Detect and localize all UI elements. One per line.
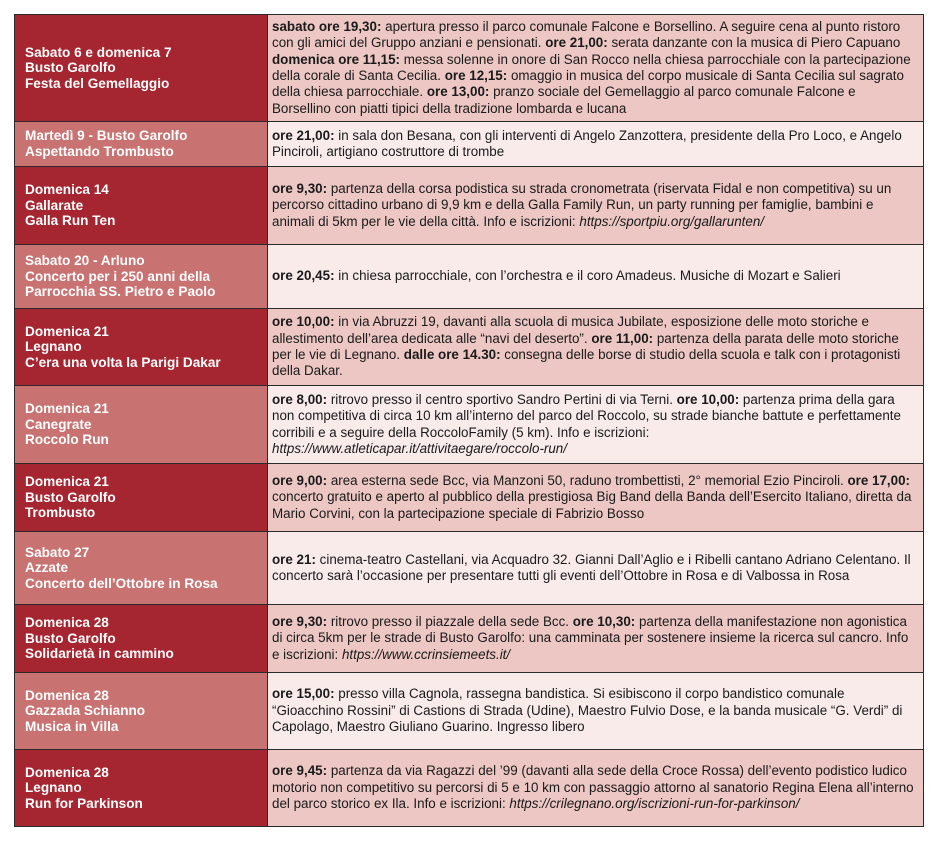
event-text: area esterna sede Bcc, via Manzoni 50, raduno trombettisti, 2° memorial Ezio Pinciroli.: [327, 472, 848, 488]
event-text: in chiesa parrocchiale, con l’orchestra e il coro Amadeus. Musiche di Mozart e Salieri: [334, 268, 841, 284]
event-date: Domenica 21: [25, 323, 109, 339]
event-description: [268, 15, 924, 122]
event-time: ore 17,00:: [847, 472, 911, 488]
event-time: ore 9,45:: [272, 763, 328, 779]
event-text: messa solenne in onore di San Rocco nella chiesa parrocchiale con la partecipazione della corale di Santa Cecilia.: [272, 51, 911, 83]
event-description: [268, 245, 924, 309]
event-name: Solidarietà in cammino: [25, 646, 174, 662]
event-time: ore 15,00:: [272, 686, 335, 702]
event-title-cell: [15, 386, 268, 464]
event-name: C’era una volta la Parigi Dakar: [25, 354, 221, 370]
event-time: ore 20,45:: [272, 268, 335, 284]
event-place: Legnano: [25, 780, 82, 796]
event-text: partenza da via Ragazzi del ’99 (davanti alla sede della Croce Rossa) dell’evento podistico ludico motorio non competitivo su percorsi di 5 e 10 km con passaggio attorno al sanatorio Regina Elena all’interno del parco storico ex Ila. Info e iscrizioni:: [272, 763, 914, 812]
event-title-cell: [15, 750, 268, 827]
event-text: presso villa Cagnola, rassegna bandistica. Si esibiscono il corpo bandistico comunale “Gioacchino Rossini” di Castions di Strada (Udine), Maestro Fulvio Dose, e la banda musicale “G. Verdi” di Capolago, Maestro Giuliano Guarino. Ingresso libero: [272, 686, 903, 735]
event-name: Run for Parkinson: [25, 795, 143, 811]
event-description: [268, 386, 924, 464]
event-title-cell: [15, 309, 268, 386]
events-table: [14, 14, 924, 827]
event-date: Domenica 28: [25, 764, 109, 780]
event-text: ritrovo presso il piazzale della sede Bcc.: [327, 613, 573, 629]
event-time: sabato ore 19,30:: [272, 18, 382, 34]
event-time: ore 8,00:: [272, 391, 328, 407]
event-date: Domenica 21: [25, 474, 109, 490]
event-row: [15, 532, 924, 605]
event-name: Concerto per i 250 anni della: [25, 268, 211, 284]
event-date: Martedì 9 - Busto Garolfo: [25, 128, 188, 144]
event-title-cell: [15, 532, 268, 605]
event-place: Busto Garolfo: [25, 489, 116, 505]
event-name: Musica in Villa: [25, 718, 119, 734]
event-date: Domenica 28: [25, 615, 109, 631]
event-date: Sabato 27: [25, 544, 90, 560]
event-time: ore 21:: [272, 551, 316, 567]
event-date: Domenica 21: [25, 401, 109, 417]
event-link[interactable]: https://crilegnano.org/iscrizioni-run-for-parkinson/: [509, 796, 800, 812]
event-description: [268, 750, 924, 827]
event-name: Trombusto: [25, 505, 96, 521]
event-title-cell: [15, 464, 268, 532]
event-time: ore 13,00:: [426, 84, 490, 100]
event-description: [268, 309, 924, 386]
event-title-cell: [15, 122, 268, 167]
event-place: Legnano: [25, 339, 82, 355]
event-text: cinema-teatro Castellani, via Acquadro 32. Gianni Dall’Aglio e i Ribelli cantano Adriano Celentano. Il concerto sarà l’occasione per presentare tutti gli eventi dell’Ottobre in Rosa e di Valbossa in Rosa: [272, 551, 911, 583]
event-row: [15, 245, 924, 309]
event-name: Galla Run Ten: [25, 213, 116, 229]
event-text: ritrovo presso il centro sportivo Sandro Pertini di via Terni.: [327, 391, 677, 407]
event-place: Busto Garolfo: [25, 60, 116, 76]
event-time: ore 9,00:: [272, 472, 328, 488]
event-text: in via Abruzzi 19, davanti alla scuola di musica Jubilate, esposizione delle moto storiche e allestimento dell’area dedicata alle “navi del deserto”.: [272, 314, 869, 346]
event-place: Azzate: [25, 560, 69, 576]
event-description: [268, 532, 924, 605]
event-text: consegna delle borse di studio della scuola e talk con i protagonisti della Dakar.: [272, 347, 901, 379]
event-name: Parrocchia SS. Pietro e Paolo: [25, 284, 216, 300]
event-text: serata danzante con la musica di Piero Capuano: [607, 35, 901, 51]
event-row: [15, 605, 924, 673]
event-text: apertura presso il parco comunale Falcone e Borsellino. A seguire cena al punto ristoro con gli amici del Gruppo anziani e pensionati.: [272, 18, 901, 51]
event-text: concerto gratuito e aperto al pubblico della prestigiosa Big Band della Banda dell’Esercito Italiano, diretta da Mario Corvini, con la partecipazione speciale di Fabrizio Bosso: [272, 489, 912, 521]
event-text: pranzo sociale del Gemellaggio al parco comunale Falcone e Borsellino con piatti tipici della tradizione lombarda e lucana: [272, 84, 856, 116]
event-date: Domenica 14: [25, 182, 109, 198]
event-time: ore 9,30:: [272, 613, 328, 629]
event-row: [15, 464, 924, 532]
event-description: [268, 464, 924, 532]
event-title-cell: [15, 245, 268, 309]
event-description: [268, 605, 924, 673]
event-text: in sala don Besana, con gli interventi di Angelo Zanzottera, presidente della Pro Loco, e Angelo Pinciroli, artigiano costruttore di trombe: [272, 127, 902, 159]
event-time: ore 12,15:: [444, 68, 508, 83]
event-row: [15, 386, 924, 464]
event-time: ore 11,00:: [591, 330, 654, 346]
event-text: partenza prima della gara non competitiva di circa 10 km all’interno del parco del Roccolo, su strade bianche battute e perfettamente corribili e a seguire della RoccoloFamily (5 km). Info e iscrizioni:: [272, 391, 901, 440]
event-time: ore 21,00:: [272, 127, 335, 143]
event-time: ore 10,00:: [676, 391, 740, 407]
event-row: [15, 309, 924, 386]
event-name: Aspettando Trombusto: [25, 144, 174, 159]
event-title-cell: [15, 167, 268, 245]
event-name: Concerto dell’Ottobre in Rosa: [25, 575, 218, 591]
event-text: partenza della parata delle moto storiche per le vie di Legnano.: [272, 330, 899, 362]
event-link[interactable]: https://sportpiu.org/gallarunten/: [579, 213, 764, 229]
event-title-cell: [15, 673, 268, 750]
event-title-cell: [15, 605, 268, 673]
event-name: Festa del Gemellaggio: [25, 75, 170, 91]
event-time: ore 9,30:: [272, 180, 328, 196]
event-link[interactable]: https://www.atleticapar.it/attivitaegare/roccolo-run/: [272, 440, 567, 456]
event-time: ore 10,00:: [272, 314, 335, 330]
event-place: Canegrate: [25, 416, 92, 432]
event-title-cell: [15, 15, 268, 122]
event-date: Domenica 28: [25, 687, 109, 703]
event-text: omaggio in musica del corpo musicale di Santa Cecilia sul sagrato della chiesa parrocchiale.: [272, 68, 904, 100]
event-description: [268, 167, 924, 245]
event-row: [15, 15, 924, 122]
event-time: domenica ore 11,15:: [272, 51, 401, 67]
event-time: dalle ore 14.30:: [403, 347, 501, 362]
events-table-body: [15, 15, 924, 827]
event-place: Gallarate: [25, 197, 84, 213]
event-time: ore 10,30:: [572, 613, 636, 629]
event-text: partenza della corsa podistica su strada cronometrata (riservata Fidal e non competitiva) su un percorso cittadino urbano di 9,9 km e della Galla Family Run, un party running per famiglie, bambini e animali di 5km per le vie della città. Info e iscrizioni:: [272, 180, 892, 229]
event-name: Roccolo Run: [25, 432, 109, 448]
event-place: Busto Garolfo: [25, 630, 116, 646]
event-row: [15, 750, 924, 827]
event-row: [15, 167, 924, 245]
event-place: Gazzada Schianno: [25, 703, 146, 719]
event-row: [15, 673, 924, 750]
event-time: ore 21,00:: [545, 35, 608, 51]
event-row: [15, 122, 924, 167]
event-description: [268, 122, 924, 167]
event-date: Sabato 6 e domenica 7: [25, 44, 172, 60]
event-text: partenza della manifestazione non agonistica di circa 5km per le strade di Busto Garolfo: una camminata per sostenere insieme la ricerca sul cancro. Info e iscrizioni:: [272, 613, 909, 662]
event-description: [268, 673, 924, 750]
event-link[interactable]: https://www.ccrinsiemeets.it/: [341, 646, 511, 662]
event-date: Sabato 20 - Arluno: [25, 253, 145, 269]
